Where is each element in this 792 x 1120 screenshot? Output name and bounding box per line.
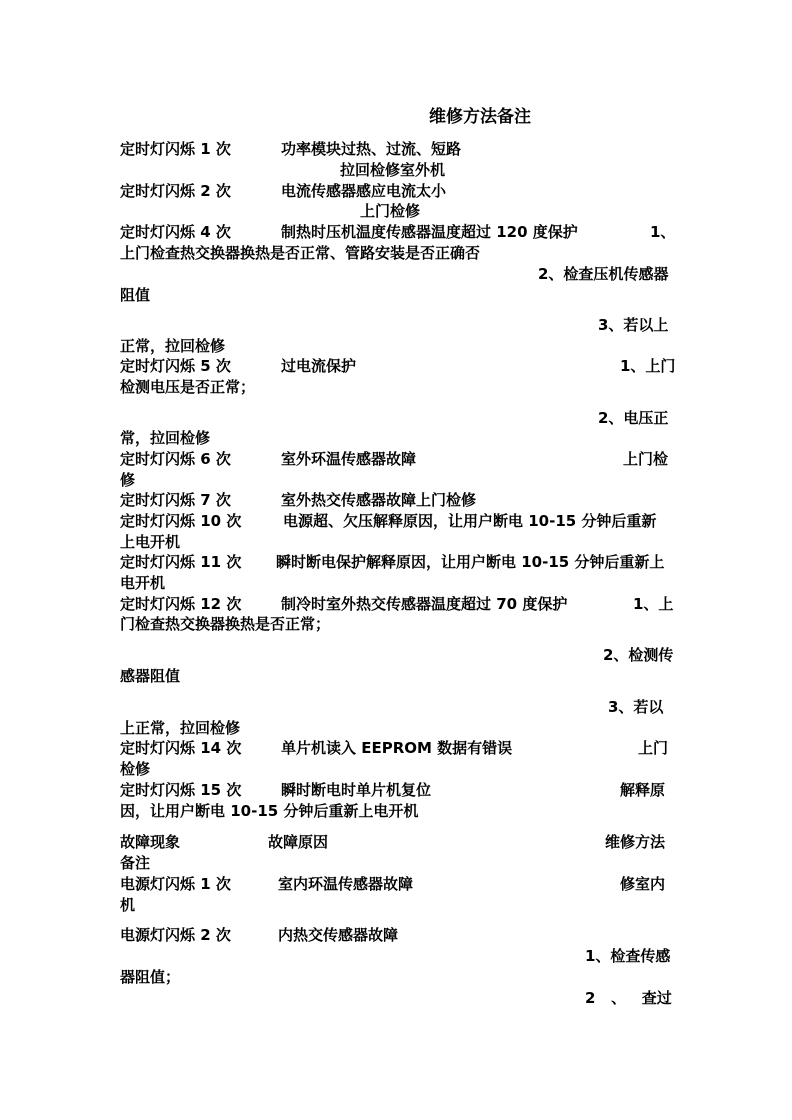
text-line: 室内环温传感器故障 bbox=[278, 875, 414, 893]
text-line: 3、若以上 bbox=[598, 316, 669, 334]
text-line: 内热交传感器故障 bbox=[278, 926, 399, 944]
text-line: 上正常，拉回检修 bbox=[120, 719, 241, 737]
text-line: 机 bbox=[120, 896, 136, 914]
text-line: 因，让用户断电 10-15 分钟后重新上电开机 bbox=[120, 802, 419, 820]
text-line: 制冷时室外热交传感器温度超过 70 度保护 bbox=[281, 595, 568, 613]
text-line: 门检查热交换器换热是否正常； bbox=[120, 615, 331, 633]
text-line: 1、上门 bbox=[620, 357, 676, 375]
text-line: 修室内 bbox=[620, 875, 666, 893]
text-line: 定时灯闪烁 10 次 bbox=[120, 512, 242, 530]
column-header: 故障现象 bbox=[120, 833, 181, 851]
text-line: 2、检测传 bbox=[603, 646, 674, 664]
text-line: 2、检查压机传感器 bbox=[538, 265, 669, 283]
text-line: 正常，拉回检修 bbox=[120, 337, 226, 355]
column-header: 备注 bbox=[120, 854, 151, 872]
text-line: 上门 bbox=[638, 739, 669, 757]
text-line: 室外环温传感器故障 bbox=[281, 450, 417, 468]
text-line: 电源灯闪烁 2 次 bbox=[120, 926, 231, 944]
text-line: 定时灯闪烁 15 次 bbox=[120, 781, 242, 799]
text-line: 阻值 bbox=[120, 286, 151, 304]
text-line: 定时灯闪烁 5 次 bbox=[120, 357, 231, 375]
text-line: 上门检 bbox=[623, 450, 669, 468]
text-line: 定时灯闪烁 12 次 bbox=[120, 595, 242, 613]
text-line: 瞬时断电时单片机复位 bbox=[281, 781, 432, 799]
text-line: 上门检修 bbox=[360, 202, 421, 220]
text-line: 常，拉回检修 bbox=[120, 429, 211, 447]
text-line: 瞬时断电保护解释原因，让用户断电 10-15 分钟后重新上 bbox=[276, 553, 665, 571]
text-line: 2、电压正 bbox=[598, 409, 669, 427]
text-line: 单片机读入 EEPROM 数据有错误 bbox=[281, 739, 513, 757]
text-line: 室外热交传感器故障上门检修 bbox=[281, 491, 477, 509]
text-line: 功率模块过热、过流、短路 bbox=[281, 140, 462, 158]
text-line: 检测电压是否正常； bbox=[120, 378, 256, 396]
text-line: 修 bbox=[120, 471, 136, 489]
text-line: 电源灯闪烁 1 次 bbox=[120, 875, 231, 893]
text-line: 定时灯闪烁 14 次 bbox=[120, 739, 242, 757]
text-line: 定时灯闪烁 4 次 bbox=[120, 223, 231, 241]
text-line: 解释原 bbox=[620, 781, 666, 799]
text-line: 检修 bbox=[120, 760, 151, 778]
text-line: 感器阻值 bbox=[120, 667, 181, 685]
text-line: 过电流保护 bbox=[281, 357, 357, 375]
text-line: 电源超、欠压解释原因，让用户断电 10-15 分钟后重新 bbox=[283, 512, 657, 530]
text-line: 定时灯闪烁 7 次 bbox=[120, 491, 231, 509]
document-title: 维修方法备注 bbox=[429, 107, 531, 127]
text-line: 1、上 bbox=[633, 595, 674, 613]
text-line: 上电开机 bbox=[120, 533, 181, 551]
column-header: 故障原因 bbox=[268, 833, 329, 851]
text-line: 1、 bbox=[650, 223, 676, 241]
text-line: 定时灯闪烁 1 次 bbox=[120, 140, 231, 158]
text-line: 1、检查传感 bbox=[585, 947, 671, 965]
text-line: 拉回检修室外机 bbox=[340, 161, 446, 179]
text-line: 电开机 bbox=[120, 574, 166, 592]
column-header: 维修方法 bbox=[605, 833, 666, 851]
text-line: 上门检查热交换器换热是否正常、管路安装是否正确否 bbox=[120, 244, 481, 262]
text-line: 制热时压机温度传感器温度超过 120 度保护 bbox=[281, 223, 578, 241]
text-line: 器阻值； bbox=[120, 968, 181, 986]
text-line: 定时灯闪烁 11 次 bbox=[120, 553, 242, 571]
text-line: 2 、 查过 bbox=[585, 989, 672, 1007]
text-line: 电流传感器感应电流太小 bbox=[281, 182, 447, 200]
text-line: 定时灯闪烁 6 次 bbox=[120, 450, 231, 468]
text-line: 3、若以 bbox=[608, 698, 664, 716]
text-line: 定时灯闪烁 2 次 bbox=[120, 182, 231, 200]
